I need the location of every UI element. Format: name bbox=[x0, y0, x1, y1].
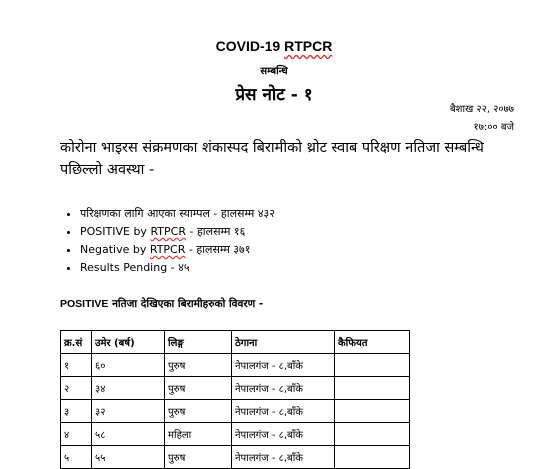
list-item: • Negative by RTPCR - हालसम्म ३७१ bbox=[80, 241, 275, 259]
column-header: क्र.सं bbox=[61, 331, 92, 354]
table-row: २ ३४ पुरुष नेपालगंज - ८,बाँके bbox=[61, 377, 410, 400]
title-prefix: COVID-19 bbox=[215, 38, 285, 54]
positive-cases-table bbox=[60, 330, 410, 469]
table-row: १ ६० पुरुष नेपालगंज - ८,बाँके bbox=[61, 354, 410, 377]
list-item: • परिक्षणका लागि आएका स्याम्पल - हालसम्म ४३२ bbox=[80, 205, 275, 223]
list-item: • POSITIVE by RTPCR - हालसम्म १६ bbox=[80, 223, 275, 241]
table-header-row bbox=[61, 331, 410, 354]
list-item: • Results Pending - ४५ bbox=[80, 259, 275, 277]
column-header: कैफियत bbox=[335, 331, 410, 354]
summary-list bbox=[56, 205, 275, 277]
table-row: ३ ३२ पुरुष नेपालगंज - ८,बाँके bbox=[61, 400, 410, 423]
document-time: १७:०० बजे bbox=[473, 122, 514, 133]
column-header: उमेर (बर्ष) bbox=[92, 331, 165, 354]
document-subtitle: सम्बन्धि bbox=[260, 66, 288, 77]
document-date: बैशाख २२, २०७७ bbox=[449, 104, 514, 115]
table-row: ४ ५८ महिला नेपालगंज - ८,बाँके bbox=[61, 423, 410, 446]
status-heading: कोरोना भाइरस संक्रमणका शंकास्पद बिरामीको थ्रोट स्वाब परिक्षण नतिजा सम्बन्धि पछिल्लो अवस्था - bbox=[60, 140, 484, 178]
table-title: POSITIVE नतिजा देखिएका बिरामीहरुको विवरण - bbox=[60, 298, 264, 310]
title-rtpcr: RTPCR bbox=[284, 38, 333, 54]
table-row: ५ ५५ पुरुष नेपालगंज - ८,बाँके bbox=[61, 446, 410, 469]
document-title bbox=[0, 38, 548, 54]
column-header: लिङ्ग bbox=[165, 331, 232, 354]
press-note-title: प्रेस नोट - १ bbox=[235, 85, 313, 105]
column-header: ठेगाना bbox=[232, 331, 335, 354]
